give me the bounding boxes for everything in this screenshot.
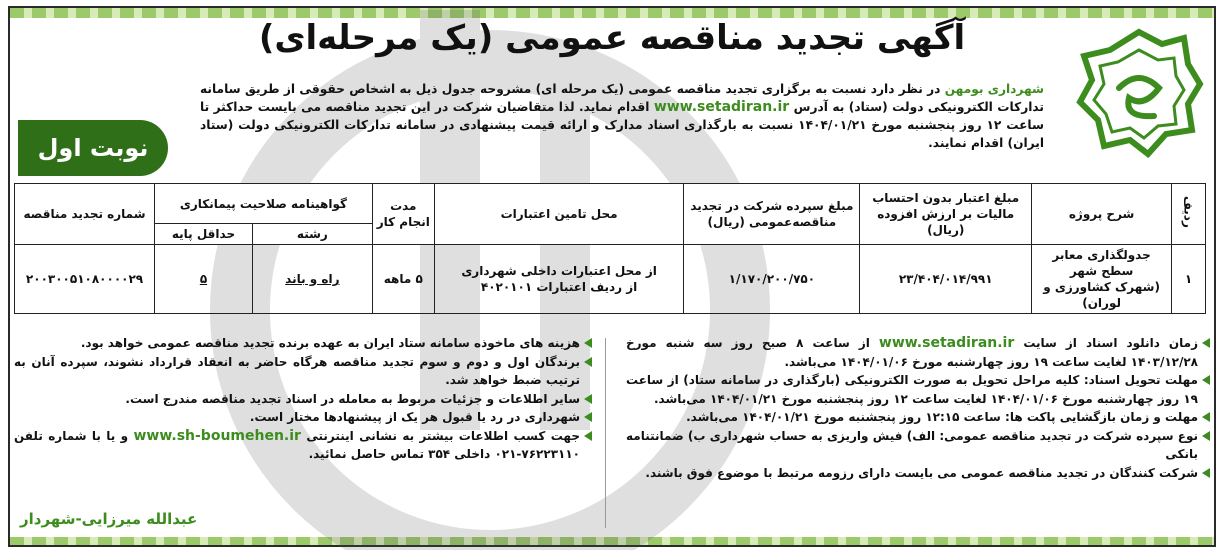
intro-text-1: در نظر دارد نسبت به برگزاری تجدید مناقصه عمومی (یک مرحله ای) مشروحه جدول ذیل به اشخاص حقوقی از طریق سامانه تدارکات الکترونیکی دولت (ستاد) به آدرس <box>200 82 1044 114</box>
col-header-duration: مدت انجام کار <box>372 184 434 245</box>
list-item: سایر اطلاعات و جزئیات مربوط به معامله در اسناد تجدید مناقصه مندرج است. <box>14 390 592 409</box>
table-row <box>15 245 1206 314</box>
list-item: مهلت تحویل اسناد: کلیه مراحل تحویل به صورت الکترونیکی (بارگذاری در سامانه ستاد) از ساعت ۱۹ روز چهارشنبه مورخ ۱۴۰۴/۰۱/۰۶ لغایت ساعت ۱۲ روز پنجشنبه مورخ ۱۴۰۴/۰۱/۲۱ می‌باشد. <box>626 371 1210 408</box>
tender-table <box>14 183 1206 314</box>
arrow-icon <box>1202 412 1210 422</box>
page-title: آگهی تجدید مناقصه عمومی (یک مرحله‌ای) <box>258 18 966 58</box>
list-item: نوع سپرده شرکت در تجدید مناقصه عمومی: الف) فیش واریزی به حساب شهرداری ب) ضمانتنامه بانکی <box>626 427 1210 464</box>
arrow-icon <box>1202 468 1210 478</box>
intro-paragraph <box>200 80 1044 152</box>
conditions-right-column <box>626 334 1210 482</box>
arrow-icon <box>1202 375 1210 385</box>
list-item: جهت کسب اطلاعات بیشتر به نشانی اینترنتی www.sh-boumehen.ir و یا با شماره تلفن ۷۶۲۲۳۱۱۰-۰۲۱ داخلی ۳۵۴ تماس حاصل نمائید. <box>14 427 592 464</box>
list-item: زمان دانلود اسناد از سایت www.setadiran.ir از ساعت ۸ صبح روز سه شنبه مورخ ۱۴۰۳/۱۲/۲۸ لغایت ساعت ۱۹ روز چهارشنبه مورخ ۱۴۰۴/۰۱/۰۶ می‌باشد. <box>626 334 1210 371</box>
cell-funding: از محل اعتبارات داخلی شهرداری از ردیف اعتبارات ۴۰۲۰۱۰۱ <box>434 245 684 314</box>
mayor-signature: عبدالله میرزایی-شهردار <box>20 510 198 528</box>
arrow-icon <box>584 412 592 422</box>
arrow-icon <box>584 431 592 441</box>
municipality-website-link[interactable]: www.sh-boumehen.ir <box>133 427 301 444</box>
arrow-icon <box>584 338 592 348</box>
cell-project: جدولگذاری معابر سطح شهر (شهرک کشاورزی و لوران) <box>1032 245 1172 314</box>
cell-tender-no: ۲۰۰۳۰۰۵۱۰۸۰۰۰۰۲۹ <box>15 245 155 314</box>
round-badge: نوبت اول <box>18 120 168 176</box>
arrow-icon <box>1202 338 1210 348</box>
list-item: مهلت و زمان بازگشایی پاکت ها: ساعت ۱۲:۱۵ روز پنجشنبه مورخ ۱۴۰۴/۰۱/۲۱ می‌باشد. <box>626 408 1210 427</box>
list-item: هزینه های ماخوذه سامانه ستاد ایران به عهده برنده تجدید مناقصه عمومی خواهد بود. <box>14 334 592 353</box>
col-header-funding: محل تامین اعتبارات <box>434 184 684 245</box>
setadiran-link[interactable]: www.setadiran.ir <box>878 335 1015 351</box>
col-header-budget: مبلغ اعتبار بدون احتساب مالیات بر ارزش افزوده (ریال) <box>860 184 1032 245</box>
municipality-logo <box>1074 28 1204 158</box>
intro-text-2: اقدام نماید. لذا متقاضیان شرکت در این تجدید مناقصه می بایست حداکثر تا ساعت ۱۲ روز پنجشنبه مورخ ۱۴۰۴/۰۱/۲۱ نسبت به بارگذاری اسناد مدارک و ارائه قیمت پیشنهادی در سامانه تدارکات الکترونیکی دولت (ستاد ایران) اقدام نمایند. <box>200 100 1044 150</box>
decorative-bottom-strip <box>10 537 1214 545</box>
col-header-min-grade: حداقل پایه <box>155 224 253 245</box>
decorative-top-strip <box>10 8 1214 18</box>
cell-min-grade: ۵ <box>155 245 253 314</box>
list-item: شرکت کنندگان در تجدید مناقصه عمومی می بایست دارای رزومه مرتبط با موضوع فوق باشند. <box>626 464 1210 483</box>
arrow-icon <box>1202 431 1210 441</box>
col-header-row: ردیف <box>1172 184 1206 245</box>
cell-field: راه و باند <box>252 245 372 314</box>
arrow-icon <box>584 394 592 404</box>
list-item: برندگان اول و دوم و سوم تجدید مناقصه هرگاه حاضر به انعقاد قرارداد نشوند، سپرده آنان به ترتیب ضبط خواهد شد. <box>14 353 592 390</box>
conditions-left-column <box>14 334 592 464</box>
municipality-name: شهرداری بومهن <box>944 82 1045 96</box>
cell-duration: ۵ ماهه <box>372 245 434 314</box>
cell-budget: ۲۳/۴۰۴/۰۱۴/۹۹۱ <box>860 245 1032 314</box>
conditions-section <box>14 334 1210 530</box>
arrow-icon <box>584 357 592 367</box>
cell-deposit: ۱/۱۷۰/۲۰۰/۷۵۰ <box>684 245 860 314</box>
col-header-tender-no: شماره تجدید مناقصه <box>15 184 155 245</box>
cell-row: ۱ <box>1172 245 1206 314</box>
setadiran-link[interactable]: www.setadiran.ir <box>653 99 790 115</box>
list-item: شهرداری در رد یا قبول هر یک از پیشنهادها مختار است. <box>14 408 592 427</box>
col-header-project: شرح پروژه <box>1032 184 1172 245</box>
col-header-field: رشته <box>252 224 372 245</box>
col-header-deposit: مبلغ سپرده شرکت در تجدید مناقصه‌عمومی (ریال) <box>684 184 860 245</box>
col-header-cert: گواهینامه صلاحیت پیمانکاری <box>155 184 373 224</box>
